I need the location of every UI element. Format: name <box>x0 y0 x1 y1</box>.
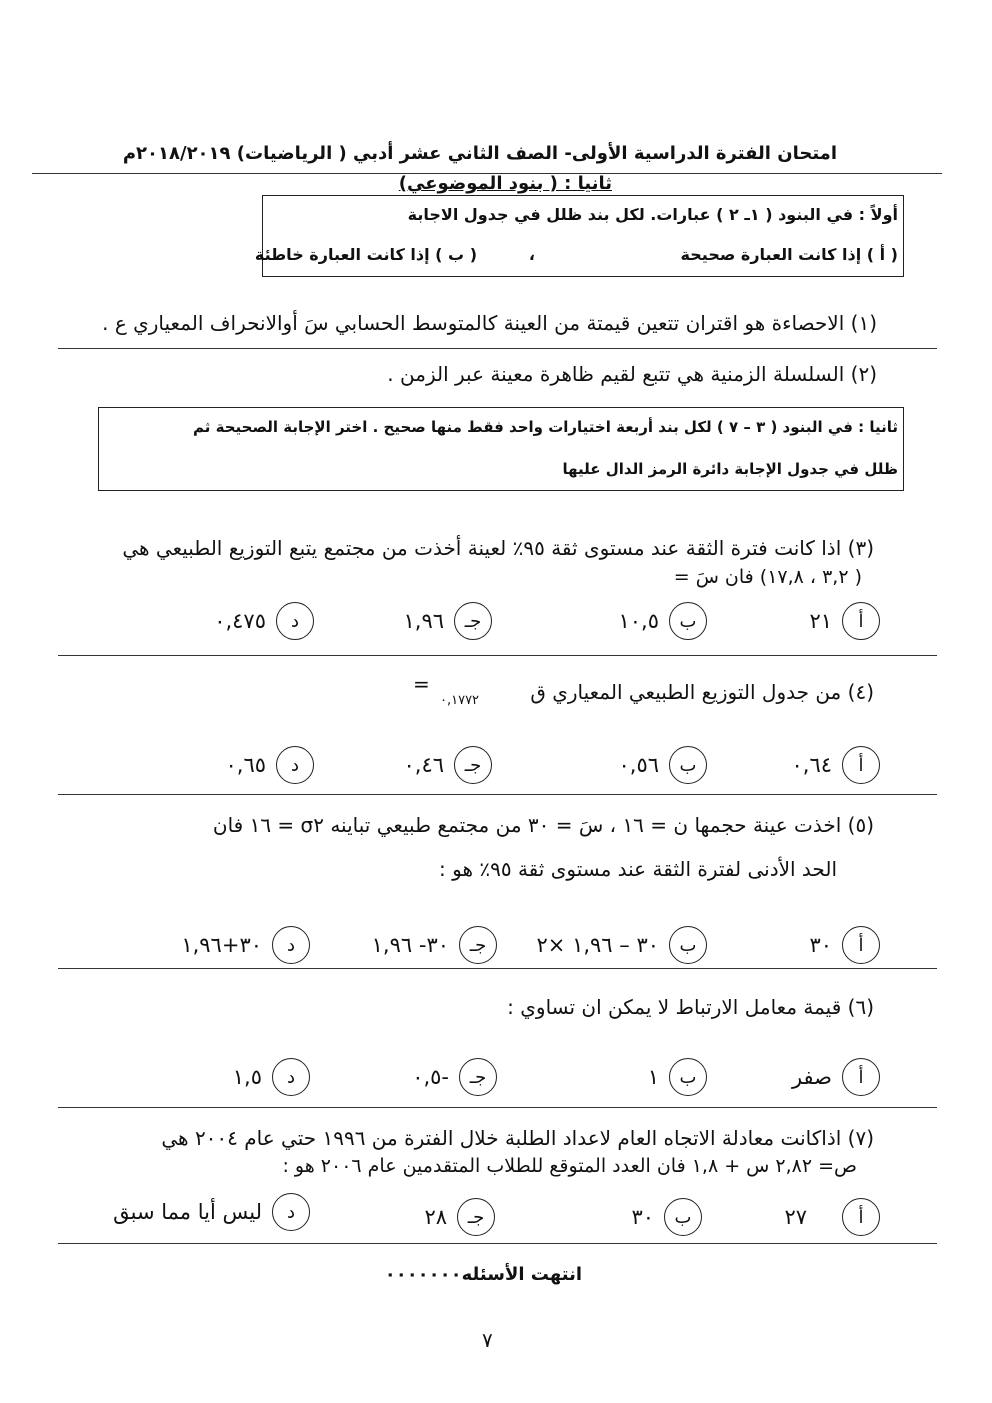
q5-choice-a[interactable] <box>809 925 880 965</box>
q5-rule <box>58 968 937 969</box>
choice-letter-circle: د <box>276 602 314 640</box>
box1-separator: ، <box>528 245 535 264</box>
q5-choice-d[interactable] <box>181 925 310 965</box>
choice-letter-circle: د <box>272 1193 310 1231</box>
q3-choice-a[interactable] <box>809 601 880 641</box>
q7-choice-c[interactable] <box>424 1197 495 1237</box>
choice-value: ٢٨ <box>424 1205 447 1229</box>
choice-letter-circle: أ <box>842 1198 880 1236</box>
choice-letter-circle: جـ <box>454 602 492 640</box>
choice-letter-circle: أ <box>842 746 880 784</box>
choice-value: ٣٠ <box>631 1205 654 1229</box>
choice-letter-circle: جـ <box>457 1198 495 1236</box>
q6-choice-b[interactable] <box>648 1057 707 1097</box>
q7-choice-d[interactable] <box>113 1192 310 1232</box>
q4-choice-a[interactable] <box>791 745 880 785</box>
question-3-line1: (٣) اذا كانت فترة الثقة عند مستوى ثقة ٩٥٪ لعينة أخذت من مجتمع يتبع التوزيع الطبيعي هي <box>122 536 874 560</box>
choice-letter-circle: جـ <box>454 746 492 784</box>
choice-letter-circle: د <box>276 746 314 784</box>
end-of-questions: انتهت الأسئله٠٠٠٠٠٠٠ <box>384 1264 582 1285</box>
choice-value: ٠,٦٥ <box>225 753 266 777</box>
q7-choice-a[interactable] <box>784 1197 880 1237</box>
choice-value: ١ <box>647 1065 659 1089</box>
q6-choice-a[interactable] <box>792 1057 880 1097</box>
q6-rule <box>58 1107 937 1108</box>
q3-rule <box>58 655 937 656</box>
section-title: ثانيا : ( بنود الموضوعي) <box>398 173 612 194</box>
choice-value: صفر <box>791 1065 832 1089</box>
q4-choice-d[interactable] <box>225 745 314 785</box>
box1-option-b: ( ب ) إذا كانت العبارة خاطئة <box>254 245 477 264</box>
choice-value: ٣٠- ١,٩٦ <box>371 933 449 957</box>
box2-line2: ظلل في جدول الإجابة دائرة الرمز الدال عليها <box>562 460 898 478</box>
choice-value: ١,٥ <box>232 1065 262 1089</box>
exam-title: امتحان الفترة الدراسية الأولى- الصف الثاني عشر أدبي ( الرياضيات) ٢٠١٨/٢٠١٩م <box>122 143 837 164</box>
question-2: (٢) السلسلة الزمنية هي تتبع لقيم ظاهرة معينة عبر الزمن . <box>387 362 877 386</box>
box1-option-a: ( أ ) إذا كانت العبارة صحيحة <box>680 245 898 264</box>
question-7-line2: ص= ٢,٨٢ س + ١,٨ فان العدد المتوقع للطلاب المتقدمين عام ٢٠٠٦ هو : <box>282 1155 857 1177</box>
choice-value: ٠,٥٦ <box>618 753 659 777</box>
choice-letter-circle: د <box>272 926 310 964</box>
q6-choice-c[interactable] <box>412 1057 497 1097</box>
question-5-line1: (٥) اخذت عينة حجمها ن = ١٦ ، سَ = ٣٠ من مجتمع طبيعي تباينه σ٢ = ١٦ فان <box>212 813 874 837</box>
question-6: (٦) قيمة معامل الارتباط لا يمكن ان تساوي : <box>507 995 874 1019</box>
q5-choice-c[interactable] <box>372 925 497 965</box>
choice-letter-circle: جـ <box>459 1058 497 1096</box>
choice-value: ١,٩٦ <box>403 609 444 633</box>
choice-value: ١٠,٥ <box>618 609 659 633</box>
choice-value: ٣٠ – ١,٩٦ ×٢ <box>536 933 659 957</box>
question-4: (٤) من جدول التوزيع الطبيعي المعياري ق <box>530 680 874 704</box>
choice-letter-circle: أ <box>842 1058 880 1096</box>
choice-value: ٠,٤٦ <box>403 753 444 777</box>
choice-value: ٣٠ <box>809 933 832 957</box>
q6-choice-d[interactable] <box>233 1057 310 1097</box>
choice-value: ٣٠+١,٩٦ <box>181 933 262 957</box>
q4-choice-c[interactable] <box>403 745 492 785</box>
choice-letter-circle: ب <box>664 1198 702 1236</box>
q3-choice-c[interactable] <box>403 601 492 641</box>
question-3-line2: ( ٣,٢ ، ١٧,٨) فان سَ = <box>673 566 862 588</box>
q4-equals: = <box>413 672 430 696</box>
q5-choice-b[interactable] <box>537 925 708 965</box>
q3-choice-d[interactable] <box>214 601 314 641</box>
q4-rule <box>58 794 937 795</box>
choice-letter-circle: ب <box>669 746 707 784</box>
q7-rule <box>58 1243 937 1244</box>
box2-line1: ثانيا : في البنود ( ٣ – ٧ ) لكل بند أربعة اختيارات واحد فقط منها صحيح . اختر الإجابة الصحيحة ثم <box>193 418 898 436</box>
q4-subscript: ٠,١٧٧٢ <box>440 693 480 708</box>
q3-choice-b[interactable] <box>618 601 707 641</box>
q1-rule <box>58 348 937 349</box>
choice-value: -٠,٥ <box>412 1065 449 1089</box>
question-7-line1: (٧) اذاكانت معادلة الاتجاه العام لاعداد الطلبة خلال الفترة من ١٩٩٦ حتي عام ٢٠٠٤ هي <box>161 1126 874 1150</box>
choice-letter-circle: د <box>272 1058 310 1096</box>
question-5-line2: الحد الأدنى لفترة الثقة عند مستوى ثقة ٩٥٪ هو : <box>439 857 837 881</box>
question-1: (١) الاحصاءة هو اقتران تتعين قيمتة من العينة كالمتوسط الحسابي سَ أوالانحراف المعياري ع . <box>102 311 877 335</box>
choice-letter-circle: ب <box>669 1058 707 1096</box>
choice-letter-circle: ب <box>669 926 707 964</box>
choice-value: ٢١ <box>809 609 832 633</box>
choice-letter-circle: جـ <box>459 926 497 964</box>
choice-letter-circle: أ <box>842 926 880 964</box>
q7-choice-b[interactable] <box>631 1197 702 1237</box>
choice-value: ليس أيا مما سبق <box>113 1200 262 1224</box>
page-number: ٧ <box>482 1328 493 1352</box>
box1-line1: أولاً : في البنود ( ١ـ ٢ ) عبارات. لكل بند ظلل في جدول الاجابة <box>407 205 898 224</box>
choice-letter-circle: أ <box>842 602 880 640</box>
choice-value: ٢٧ <box>784 1205 807 1229</box>
choice-value: ٠,٦٤ <box>791 753 832 777</box>
choice-value: ٠,٤٧٥ <box>214 609 266 633</box>
q4-choice-b[interactable] <box>618 745 707 785</box>
choice-letter-circle: ب <box>669 602 707 640</box>
